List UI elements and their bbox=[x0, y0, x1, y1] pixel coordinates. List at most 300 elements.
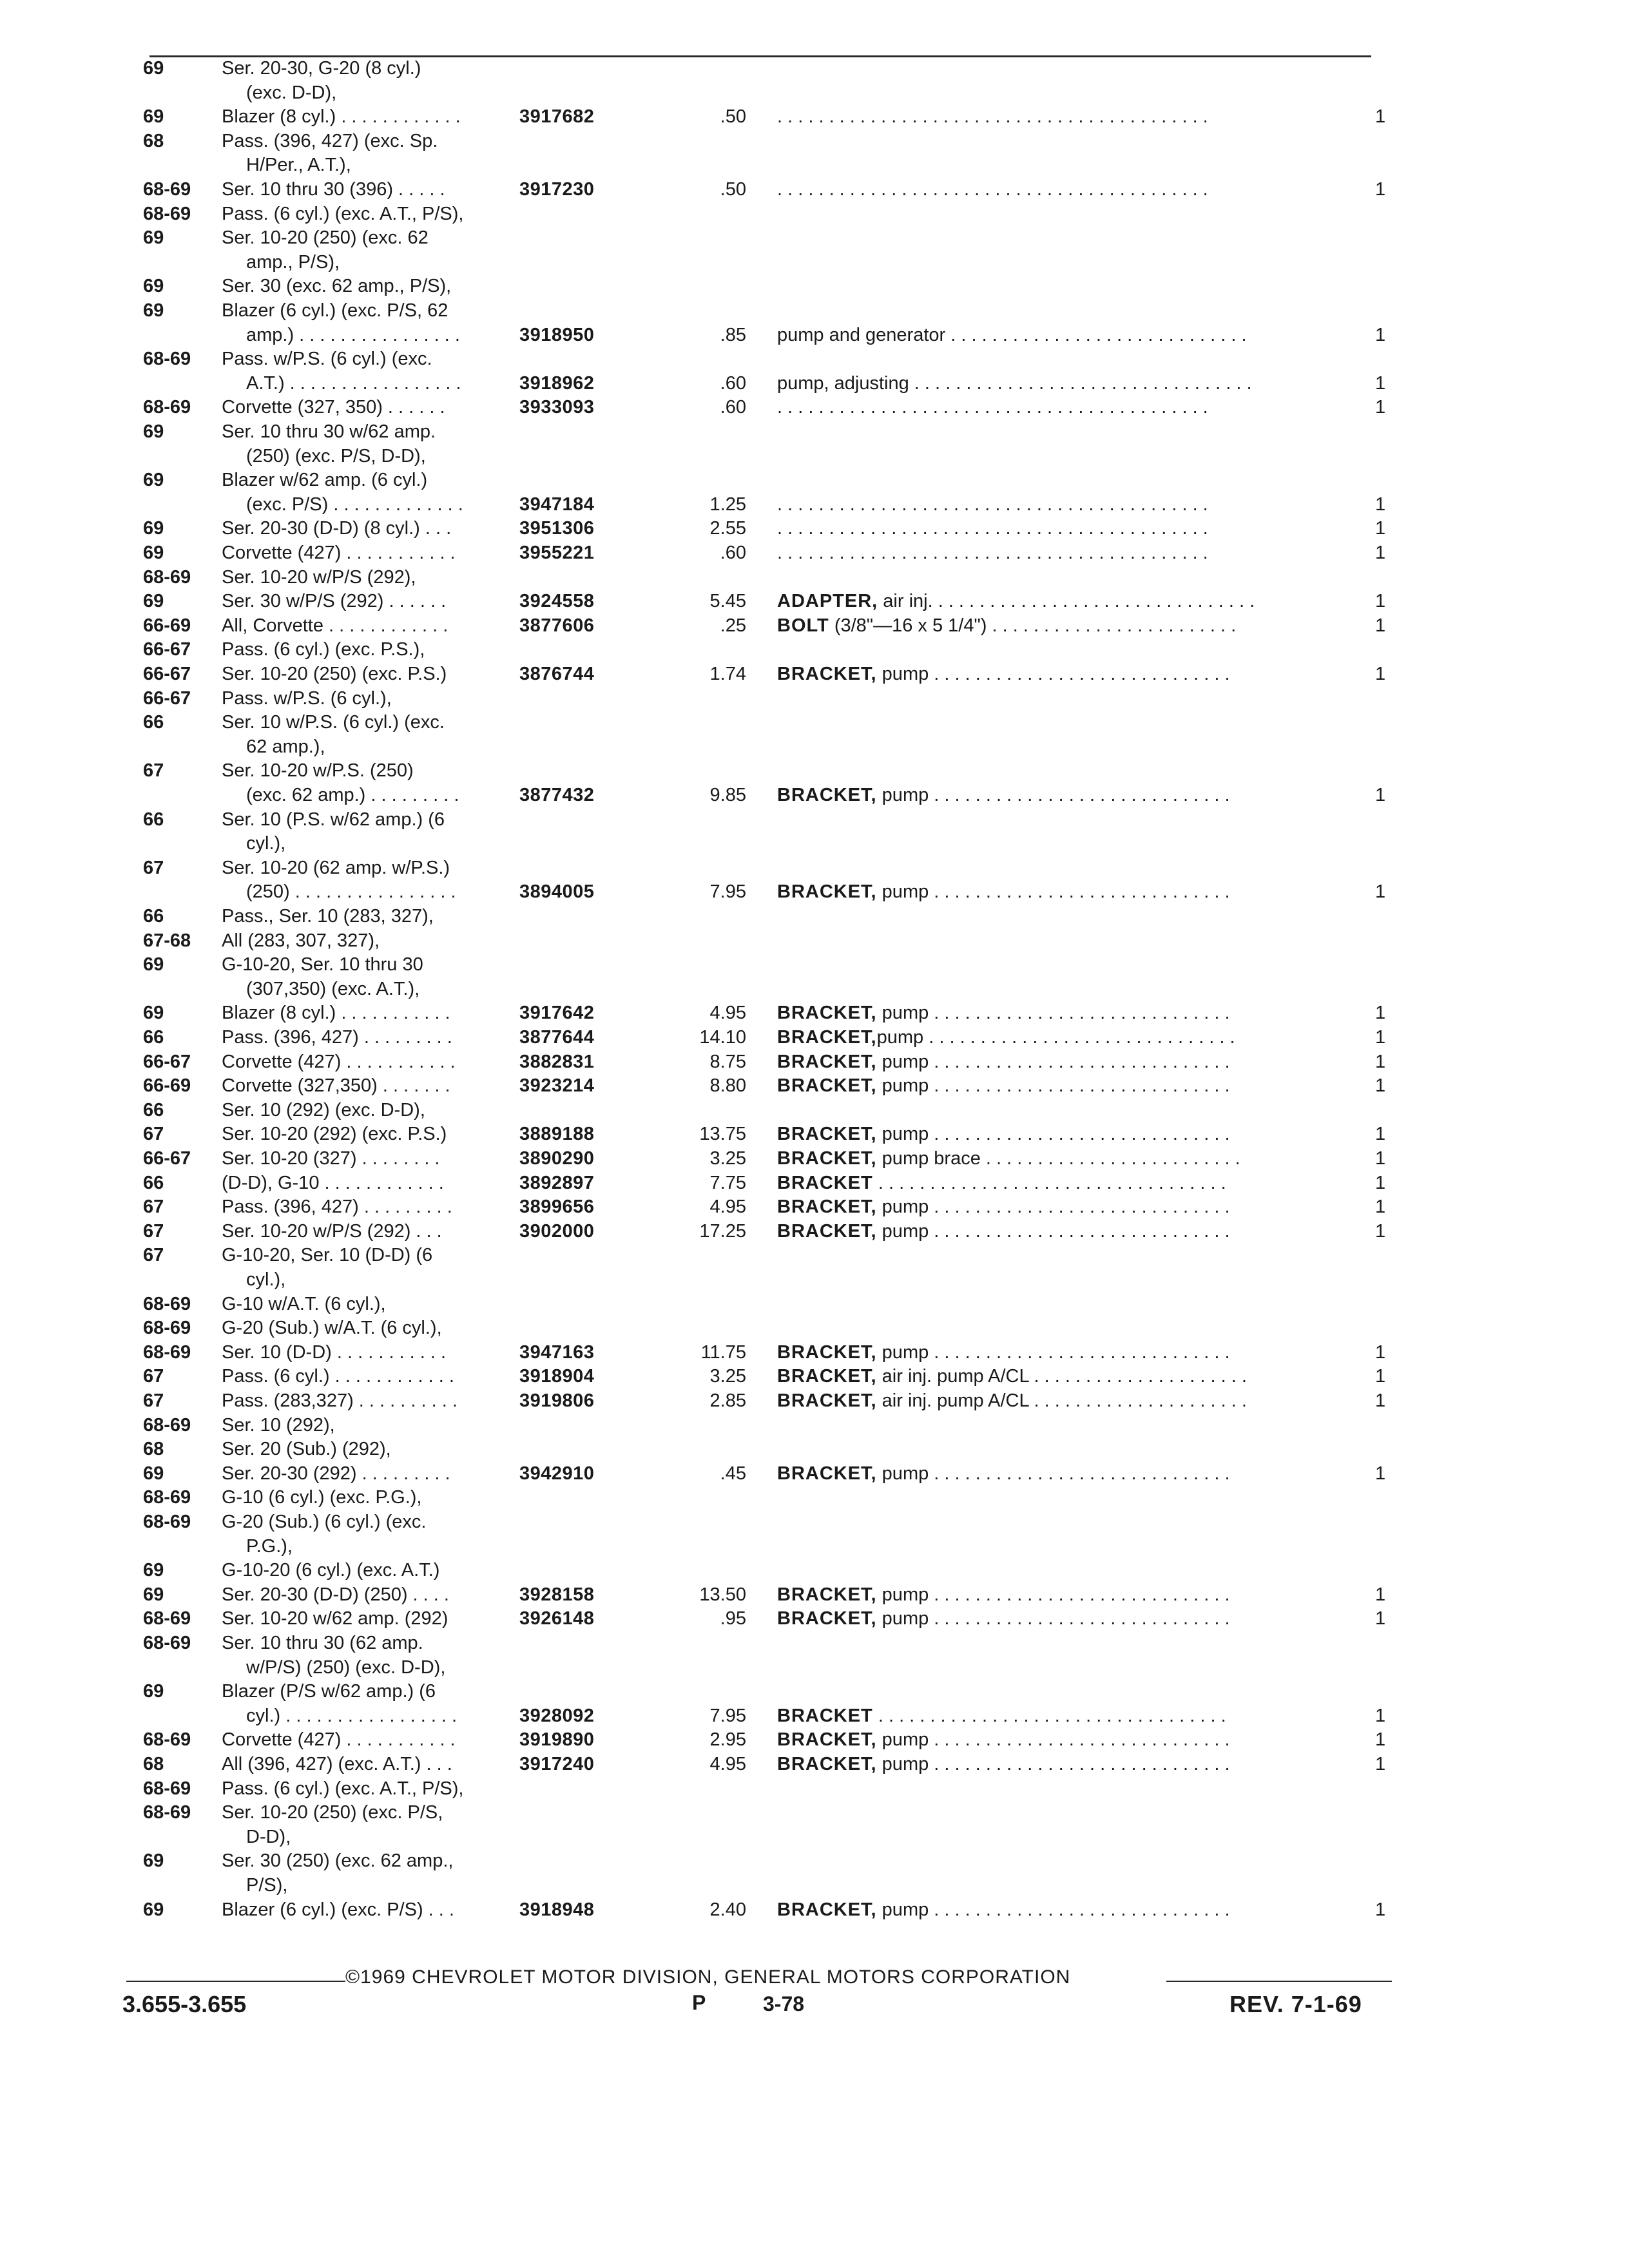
quantity: 1 bbox=[1375, 664, 1386, 684]
table-row bbox=[0, 468, 1629, 492]
table-row bbox=[0, 1099, 1629, 1122]
application: (250) (exc. P/S, D-D), bbox=[246, 445, 426, 466]
model-year: 68-69 bbox=[143, 1293, 191, 1314]
application: Corvette (427) . . . . . . . . . . . bbox=[222, 1729, 456, 1751]
price: 2.95 bbox=[709, 1729, 746, 1751]
table-row bbox=[0, 808, 1629, 831]
application: Ser. 10-20 (250) (exc. P.S.) bbox=[222, 664, 447, 684]
footer-rule-left bbox=[126, 1981, 345, 1982]
part-number: 3889188 bbox=[519, 1124, 595, 1145]
part-name-bold: BRACKET, bbox=[777, 1196, 877, 1218]
application: 62 amp.), bbox=[246, 736, 325, 757]
model-year: 66 bbox=[143, 1172, 164, 1193]
part-name bbox=[777, 590, 1344, 613]
table-row bbox=[0, 1849, 1629, 1872]
application: Ser. 10 (P.S. w/62 amp.) (6 bbox=[222, 809, 445, 830]
table-row bbox=[0, 1656, 1629, 1679]
part-name bbox=[777, 1753, 1344, 1776]
application: P/S), bbox=[246, 1875, 288, 1896]
quantity: 1 bbox=[1375, 1075, 1386, 1097]
application: G-10-20, Ser. 10 (D-D) (6 bbox=[222, 1245, 433, 1266]
application: Ser. 10-20 (62 amp. w/P.S.) bbox=[222, 857, 450, 878]
part-name-text: pump . . . . . . . . . . . . . . . . . . . . . . . . . . . . . bbox=[876, 1003, 1230, 1024]
part-name bbox=[777, 1462, 1344, 1485]
part-number: 3877432 bbox=[519, 785, 595, 805]
model-year: 69 bbox=[143, 518, 164, 539]
application: G-10-20, Ser. 10 thru 30 bbox=[222, 954, 423, 975]
table-row bbox=[0, 1437, 1629, 1461]
part-name bbox=[777, 105, 1344, 128]
table-row bbox=[0, 929, 1629, 952]
application: cyl.), bbox=[246, 833, 286, 854]
table-row bbox=[0, 347, 1629, 370]
part-name bbox=[777, 1704, 1344, 1727]
model-year: 69 bbox=[143, 591, 164, 612]
table-row bbox=[0, 1050, 1629, 1073]
part-number: 3902000 bbox=[519, 1220, 595, 1242]
table-row bbox=[0, 420, 1629, 443]
application: Pass., Ser. 10 (283, 327), bbox=[222, 906, 434, 927]
quantity: 1 bbox=[1375, 1027, 1386, 1048]
model-year: 67 bbox=[143, 1124, 164, 1145]
model-year: 68 bbox=[143, 1439, 164, 1460]
application: Blazer (P/S w/62 amp.) (6 bbox=[222, 1681, 436, 1702]
part-name-text: air inj. pump A/CL . . . . . . . . . . . . . . . . . . . . . bbox=[876, 1366, 1247, 1387]
price: 3.25 bbox=[709, 1148, 746, 1169]
application: Pass. (283,327) . . . . . . . . . . bbox=[222, 1390, 458, 1411]
quantity: 1 bbox=[1375, 591, 1386, 612]
model-year: 69 bbox=[143, 1681, 164, 1702]
part-name-bold: BRACKET, bbox=[777, 881, 877, 903]
part-number: 3882831 bbox=[519, 1051, 595, 1072]
table-row bbox=[0, 323, 1629, 347]
model-year: 67-68 bbox=[143, 930, 191, 951]
model-year: 66 bbox=[143, 1099, 164, 1120]
part-number: 3890290 bbox=[519, 1148, 595, 1169]
part-number: 3928158 bbox=[519, 1584, 595, 1605]
application: Ser. 10 thru 30 (62 amp. bbox=[222, 1633, 423, 1653]
price: 4.95 bbox=[709, 1754, 746, 1774]
table-row bbox=[0, 1195, 1629, 1218]
table-row bbox=[0, 1074, 1629, 1097]
price: 13.50 bbox=[699, 1584, 746, 1605]
table-row bbox=[0, 1559, 1629, 1582]
table-row bbox=[0, 1389, 1629, 1412]
part-name-bold: BRACKET, bbox=[777, 1051, 877, 1072]
application: amp., P/S), bbox=[246, 251, 340, 273]
application: w/P/S) (250) (exc. D-D), bbox=[246, 1657, 446, 1678]
application: P.G.), bbox=[246, 1535, 293, 1557]
revision-label: REV. 7-1-69 bbox=[1229, 1991, 1362, 2017]
table-row bbox=[0, 1631, 1629, 1655]
part-number: 3899656 bbox=[519, 1196, 595, 1218]
table-row bbox=[0, 130, 1629, 153]
quantity: 1 bbox=[1375, 1172, 1386, 1193]
table-row bbox=[0, 977, 1629, 1001]
part-name bbox=[777, 1147, 1344, 1170]
quantity: 1 bbox=[1375, 881, 1386, 903]
application: Blazer (8 cyl.) . . . . . . . . . . . bbox=[222, 1003, 450, 1024]
application: Corvette (327,350) . . . . . . . bbox=[222, 1075, 450, 1097]
application: Blazer (6 cyl.) (exc. P/S) . . . bbox=[222, 1899, 454, 1920]
price: 2.40 bbox=[709, 1899, 746, 1920]
table-row bbox=[0, 1147, 1629, 1170]
application: Pass. w/P.S. (6 cyl.), bbox=[222, 687, 392, 709]
price: 4.95 bbox=[709, 1003, 746, 1024]
part-name-bold: BRACKET, bbox=[777, 1754, 877, 1774]
model-year: 69 bbox=[143, 1850, 164, 1872]
model-year: 69 bbox=[143, 421, 164, 442]
part-number: 3877644 bbox=[519, 1027, 595, 1048]
application: Ser. 20-30 (292) . . . . . . . . . bbox=[222, 1463, 450, 1484]
part-name-text: (3/8"—16 x 5 1/4") . . . . . . . . . . . . . . . . . . . . . . . . bbox=[829, 615, 1237, 636]
part-name-bold: BRACKET bbox=[777, 1172, 873, 1193]
application: Ser. 10-20 w/62 amp. (292) bbox=[222, 1608, 448, 1629]
part-name-text: pump . . . . . . . . . . . . . . . . . . . . . . . . . . . . . bbox=[876, 1754, 1230, 1774]
quantity: 1 bbox=[1375, 106, 1386, 128]
application: H/Per., A.T.), bbox=[246, 155, 351, 176]
quantity: 1 bbox=[1375, 1196, 1386, 1218]
model-year: 68 bbox=[143, 1754, 164, 1774]
table-row bbox=[0, 1316, 1629, 1340]
part-name bbox=[777, 1050, 1344, 1073]
application: amp.) . . . . . . . . . . . . . . . . bbox=[246, 324, 460, 345]
part-name-bold: BRACKET, bbox=[777, 1124, 877, 1145]
model-year: 68-69 bbox=[143, 1512, 191, 1532]
table-row bbox=[0, 1001, 1629, 1024]
quantity: 1 bbox=[1375, 1051, 1386, 1072]
model-year: 68-69 bbox=[143, 349, 191, 370]
price: 14.10 bbox=[699, 1027, 746, 1048]
application: G-10 w/A.T. (6 cyl.), bbox=[222, 1293, 386, 1314]
price: .85 bbox=[720, 324, 746, 345]
model-year: 68-69 bbox=[143, 1802, 191, 1823]
part-name bbox=[777, 783, 1344, 807]
part-name-bold: BRACKET, bbox=[777, 1027, 877, 1048]
application: Pass. (396, 427) . . . . . . . . . bbox=[222, 1027, 452, 1048]
price: 2.85 bbox=[709, 1390, 746, 1411]
model-year: 68-69 bbox=[143, 1414, 191, 1436]
part-number: 3933093 bbox=[519, 397, 595, 418]
model-year: 69 bbox=[143, 276, 164, 297]
table-row bbox=[0, 1462, 1629, 1485]
part-name-bold: BRACKET, bbox=[777, 1341, 877, 1363]
table-row bbox=[0, 1898, 1629, 1921]
application: All (283, 307, 327), bbox=[222, 930, 380, 951]
application: Blazer w/62 amp. (6 cyl.) bbox=[222, 470, 428, 491]
part-name-bold: BRACKET, bbox=[777, 664, 877, 684]
application: (exc. 62 amp.) . . . . . . . . . bbox=[246, 785, 459, 805]
application: G-20 (Sub.) w/A.T. (6 cyl.), bbox=[222, 1318, 442, 1339]
application: Ser. 10 (D-D) . . . . . . . . . . . bbox=[222, 1341, 447, 1363]
table-row bbox=[0, 105, 1629, 128]
model-year: 66-67 bbox=[143, 664, 191, 684]
table-row bbox=[0, 1486, 1629, 1509]
part-name-text: pump . . . . . . . . . . . . . . . . . . . . . . . . . . . . . bbox=[876, 1341, 1230, 1363]
application: Ser. 20-30 (D-D) (250) . . . . bbox=[222, 1584, 449, 1605]
part-number: 3917240 bbox=[519, 1754, 595, 1774]
table-row bbox=[0, 662, 1629, 686]
part-name bbox=[777, 493, 1344, 516]
part-name-bold: BRACKET, bbox=[777, 785, 877, 805]
part-name bbox=[777, 1171, 1344, 1195]
part-number: 3876744 bbox=[519, 664, 595, 684]
part-name-text: pump . . . . . . . . . . . . . . . . . . . . . . . . . . . . . bbox=[876, 1899, 1230, 1920]
part-name bbox=[777, 1728, 1344, 1751]
application: Ser. 10-20 (327) . . . . . . . . bbox=[222, 1148, 440, 1169]
part-name bbox=[777, 1026, 1344, 1049]
table-row bbox=[0, 1704, 1629, 1727]
price: .60 bbox=[720, 372, 746, 394]
part-name-text: pump . . . . . . . . . . . . . . . . . . . . . . . . . . . . . . bbox=[876, 1027, 1235, 1048]
table-row bbox=[0, 711, 1629, 734]
table-row bbox=[0, 153, 1629, 177]
part-name bbox=[777, 323, 1344, 347]
quantity: 1 bbox=[1375, 1390, 1386, 1411]
table-row bbox=[0, 1171, 1629, 1195]
price: .50 bbox=[720, 106, 746, 128]
model-year: 66-69 bbox=[143, 615, 191, 636]
table-row bbox=[0, 638, 1629, 661]
table-row bbox=[0, 274, 1629, 298]
part-number: 3951306 bbox=[519, 518, 595, 539]
part-name-bold: BRACKET, bbox=[777, 1075, 877, 1097]
quantity: 1 bbox=[1375, 179, 1386, 200]
table-row bbox=[0, 953, 1629, 976]
model-year: 66-67 bbox=[143, 687, 191, 709]
quantity: 1 bbox=[1375, 1608, 1386, 1629]
table-row bbox=[0, 566, 1629, 589]
table-row bbox=[0, 1607, 1629, 1630]
part-number: 3892897 bbox=[519, 1172, 595, 1193]
part-name-text: pump . . . . . . . . . . . . . . . . . . . . . . . . . . . . . bbox=[876, 785, 1230, 805]
application: Ser. 10-20 w/P/S (292) . . . bbox=[222, 1220, 442, 1242]
price: 7.75 bbox=[709, 1172, 746, 1193]
table-row bbox=[0, 832, 1629, 855]
part-name-bold: BRACKET, bbox=[777, 1729, 877, 1751]
part-name bbox=[777, 541, 1344, 564]
part-number: 3918962 bbox=[519, 372, 595, 394]
application: Ser. 20 (Sub.) (292), bbox=[222, 1439, 391, 1460]
table-row bbox=[0, 1365, 1629, 1388]
application: Pass. (6 cyl.) (exc. A.T., P/S), bbox=[222, 1778, 464, 1799]
part-name-text: . . . . . . . . . . . . . . . . . . . . . . . . . . . . . . . . . . . . . . . . . . bbox=[777, 179, 1208, 200]
part-name-text: pump . . . . . . . . . . . . . . . . . . . . . . . . . . . . . bbox=[876, 1729, 1230, 1751]
part-name-text: . . . . . . . . . . . . . . . . . . . . . . . . . . . . . . . . . . bbox=[872, 1705, 1226, 1726]
application: Ser. 10-20 w/P/S (292), bbox=[222, 566, 416, 588]
application: Ser. 10 (292) (exc. D-D), bbox=[222, 1099, 425, 1120]
part-name-bold: BRACKET, bbox=[777, 1899, 877, 1920]
application: Pass. (396, 427) (exc. Sp. bbox=[222, 130, 438, 151]
part-name-bold: BRACKET, bbox=[777, 1608, 877, 1629]
model-year: 68-69 bbox=[143, 1341, 191, 1363]
part-name-text: . . . . . . . . . . . . . . . . . . . . . . . . . . . . . . . . . . . . . . . . . . bbox=[777, 518, 1208, 539]
part-name bbox=[777, 1389, 1344, 1412]
application: Pass. (6 cyl.) . . . . . . . . . . . . bbox=[222, 1366, 454, 1387]
part-name bbox=[777, 1583, 1344, 1606]
price: 3.25 bbox=[709, 1366, 746, 1387]
part-name-text: pump . . . . . . . . . . . . . . . . . . . . . . . . . . . . . bbox=[876, 1051, 1230, 1072]
page-range: 3.655-3.655 bbox=[122, 1991, 247, 2017]
part-name-text: pump . . . . . . . . . . . . . . . . . . . . . . . . . . . . . bbox=[876, 881, 1230, 903]
part-name bbox=[777, 614, 1344, 637]
model-year: 66 bbox=[143, 712, 164, 733]
quantity: 1 bbox=[1375, 1705, 1386, 1726]
part-number: 3947184 bbox=[519, 494, 595, 515]
table-row bbox=[0, 1122, 1629, 1146]
model-year: 68-69 bbox=[143, 179, 191, 200]
part-name bbox=[777, 1898, 1344, 1921]
part-number: 3947163 bbox=[519, 1341, 595, 1363]
part-number: 3918950 bbox=[519, 324, 595, 345]
table-row bbox=[0, 1535, 1629, 1558]
part-number: 3917230 bbox=[519, 179, 595, 200]
part-name-text: pump . . . . . . . . . . . . . . . . . . . . . . . . . . . . . bbox=[876, 1608, 1230, 1629]
application: Ser. 30 (250) (exc. 62 amp., bbox=[222, 1850, 454, 1872]
table-row bbox=[0, 687, 1629, 710]
quantity: 1 bbox=[1375, 494, 1386, 515]
application: Ser. 10 thru 30 (396) . . . . . bbox=[222, 179, 445, 200]
price: 9.85 bbox=[709, 785, 746, 805]
price: .60 bbox=[720, 543, 746, 563]
application: Blazer (6 cyl.) (exc. P/S, 62 bbox=[222, 300, 448, 321]
application: (exc. P/S) . . . . . . . . . . . . . bbox=[246, 494, 463, 515]
part-name-text: pump . . . . . . . . . . . . . . . . . . . . . . . . . . . . . bbox=[876, 1075, 1230, 1097]
model-year: 68-69 bbox=[143, 1778, 191, 1799]
model-year: 67 bbox=[143, 1366, 164, 1387]
table-row bbox=[0, 202, 1629, 226]
part-name bbox=[777, 1074, 1344, 1097]
quantity: 1 bbox=[1375, 785, 1386, 805]
price: 2.55 bbox=[709, 518, 746, 539]
copyright-notice: ©1969 CHEVROLET MOTOR DIVISION, GENERAL MOTORS CORPORATION bbox=[345, 1966, 1071, 1988]
part-name-text: pump . . . . . . . . . . . . . . . . . . . . . . . . . . . . . bbox=[876, 1584, 1230, 1605]
application: Ser. 10-20 w/P.S. (250) bbox=[222, 760, 414, 782]
part-name-text: . . . . . . . . . . . . . . . . . . . . . . . . . . . . . . . . . . . . . . . . . . bbox=[777, 494, 1208, 515]
part-name bbox=[777, 1365, 1344, 1388]
table-row bbox=[0, 1728, 1629, 1751]
part-name-bold: BRACKET, bbox=[777, 1463, 877, 1484]
part-name-text: pump and generator . . . . . . . . . . . . . . . . . . . . . . . . . . . . . bbox=[777, 324, 1247, 345]
table-row bbox=[0, 1414, 1629, 1437]
table-row bbox=[0, 1753, 1629, 1776]
part-name-text: pump . . . . . . . . . . . . . . . . . . . . . . . . . . . . . bbox=[876, 1220, 1230, 1242]
model-year: 69 bbox=[143, 1003, 164, 1024]
model-year: 68-69 bbox=[143, 1608, 191, 1629]
model-year: 67 bbox=[143, 1196, 164, 1218]
part-name-text: pump . . . . . . . . . . . . . . . . . . . . . . . . . . . . . bbox=[876, 1124, 1230, 1145]
table-row bbox=[0, 445, 1629, 468]
table-row bbox=[0, 1583, 1629, 1606]
table-row bbox=[0, 1244, 1629, 1267]
application: cyl.) . . . . . . . . . . . . . . . . . bbox=[246, 1705, 458, 1726]
application: Ser. 10-20 (292) (exc. P.S.) bbox=[222, 1124, 447, 1145]
application: Corvette (327, 350) . . . . . . bbox=[222, 397, 445, 418]
part-name-text: air inj. pump A/CL . . . . . . . . . . . . . . . . . . . . . bbox=[876, 1390, 1247, 1411]
quantity: 1 bbox=[1375, 1220, 1386, 1242]
table-row bbox=[0, 372, 1629, 395]
application: Ser. 10-20 (250) (exc. P/S, bbox=[222, 1802, 443, 1823]
part-name-bold: BRACKET, bbox=[777, 1366, 877, 1387]
model-year: 67 bbox=[143, 760, 164, 782]
model-year: 66 bbox=[143, 809, 164, 830]
quantity: 1 bbox=[1375, 372, 1386, 394]
model-year: 69 bbox=[143, 543, 164, 563]
price: 7.95 bbox=[709, 1705, 746, 1726]
part-name-bold: BRACKET, bbox=[777, 1220, 877, 1242]
part-number: 3923214 bbox=[519, 1075, 595, 1097]
part-number: 3877606 bbox=[519, 615, 595, 636]
price: .95 bbox=[720, 1608, 746, 1629]
model-year: 67 bbox=[143, 1220, 164, 1242]
model-year: 66 bbox=[143, 1027, 164, 1048]
model-year: 69 bbox=[143, 1560, 164, 1581]
quantity: 1 bbox=[1375, 1463, 1386, 1484]
part-name-bold: BRACKET, bbox=[777, 1148, 877, 1169]
table-row bbox=[0, 1220, 1629, 1243]
price: 1.74 bbox=[709, 664, 746, 684]
application: Blazer (8 cyl.) . . . . . . . . . . . . bbox=[222, 106, 461, 128]
table-row bbox=[0, 1874, 1629, 1897]
part-name-text: . . . . . . . . . . . . . . . . . . . . . . . . . . . . . . . . . . bbox=[872, 1172, 1226, 1193]
table-row bbox=[0, 1825, 1629, 1849]
application: D-D), bbox=[246, 1826, 291, 1847]
table-row bbox=[0, 1680, 1629, 1703]
model-year: 69 bbox=[143, 58, 164, 79]
part-name bbox=[777, 178, 1344, 201]
price: 8.75 bbox=[709, 1051, 746, 1072]
part-number: 3942910 bbox=[519, 1463, 595, 1484]
price: 7.95 bbox=[709, 881, 746, 903]
application: Ser. 30 (exc. 62 amp., P/S), bbox=[222, 276, 452, 297]
part-number: 3926148 bbox=[519, 1608, 595, 1629]
part-name-text: air inj. . . . . . . . . . . . . . . . . . . . . . . . . . . . . . . . bbox=[878, 591, 1255, 612]
quantity: 1 bbox=[1375, 1754, 1386, 1774]
part-number: 3917642 bbox=[519, 1003, 595, 1024]
application: (250) . . . . . . . . . . . . . . . . bbox=[246, 881, 456, 903]
table-row bbox=[0, 614, 1629, 637]
table-row bbox=[0, 1341, 1629, 1364]
table-row bbox=[0, 735, 1629, 758]
application: G-10-20 (6 cyl.) (exc. A.T.) bbox=[222, 1560, 440, 1581]
part-name-text: pump . . . . . . . . . . . . . . . . . . . . . . . . . . . . . bbox=[876, 1463, 1230, 1484]
part-name-bold: BRACKET bbox=[777, 1705, 873, 1726]
model-year: 68-69 bbox=[143, 1633, 191, 1653]
table-row bbox=[0, 178, 1629, 201]
price: 11.75 bbox=[700, 1341, 746, 1363]
model-year: 68-69 bbox=[143, 1729, 191, 1751]
model-year: 69 bbox=[143, 1899, 164, 1920]
application: Corvette (427) . . . . . . . . . . . bbox=[222, 543, 456, 563]
application: Ser. 10 (292), bbox=[222, 1414, 335, 1436]
model-year: 66 bbox=[143, 906, 164, 927]
footer-rule-right bbox=[1166, 1981, 1392, 1982]
part-number: 3924558 bbox=[519, 591, 595, 612]
table-row bbox=[0, 396, 1629, 419]
application: Pass. (396, 427) . . . . . . . . . bbox=[222, 1196, 452, 1218]
price: 1.25 bbox=[709, 494, 746, 515]
table-row bbox=[0, 1801, 1629, 1824]
part-name bbox=[777, 396, 1344, 419]
part-number: 3917682 bbox=[519, 106, 595, 128]
application: G-20 (Sub.) (6 cyl.) (exc. bbox=[222, 1512, 427, 1532]
quantity: 1 bbox=[1375, 1729, 1386, 1751]
model-year: 66-67 bbox=[143, 1051, 191, 1072]
model-year: 68 bbox=[143, 130, 164, 151]
model-year: 69 bbox=[143, 300, 164, 321]
table-row bbox=[0, 880, 1629, 903]
quantity: 1 bbox=[1375, 1899, 1386, 1920]
